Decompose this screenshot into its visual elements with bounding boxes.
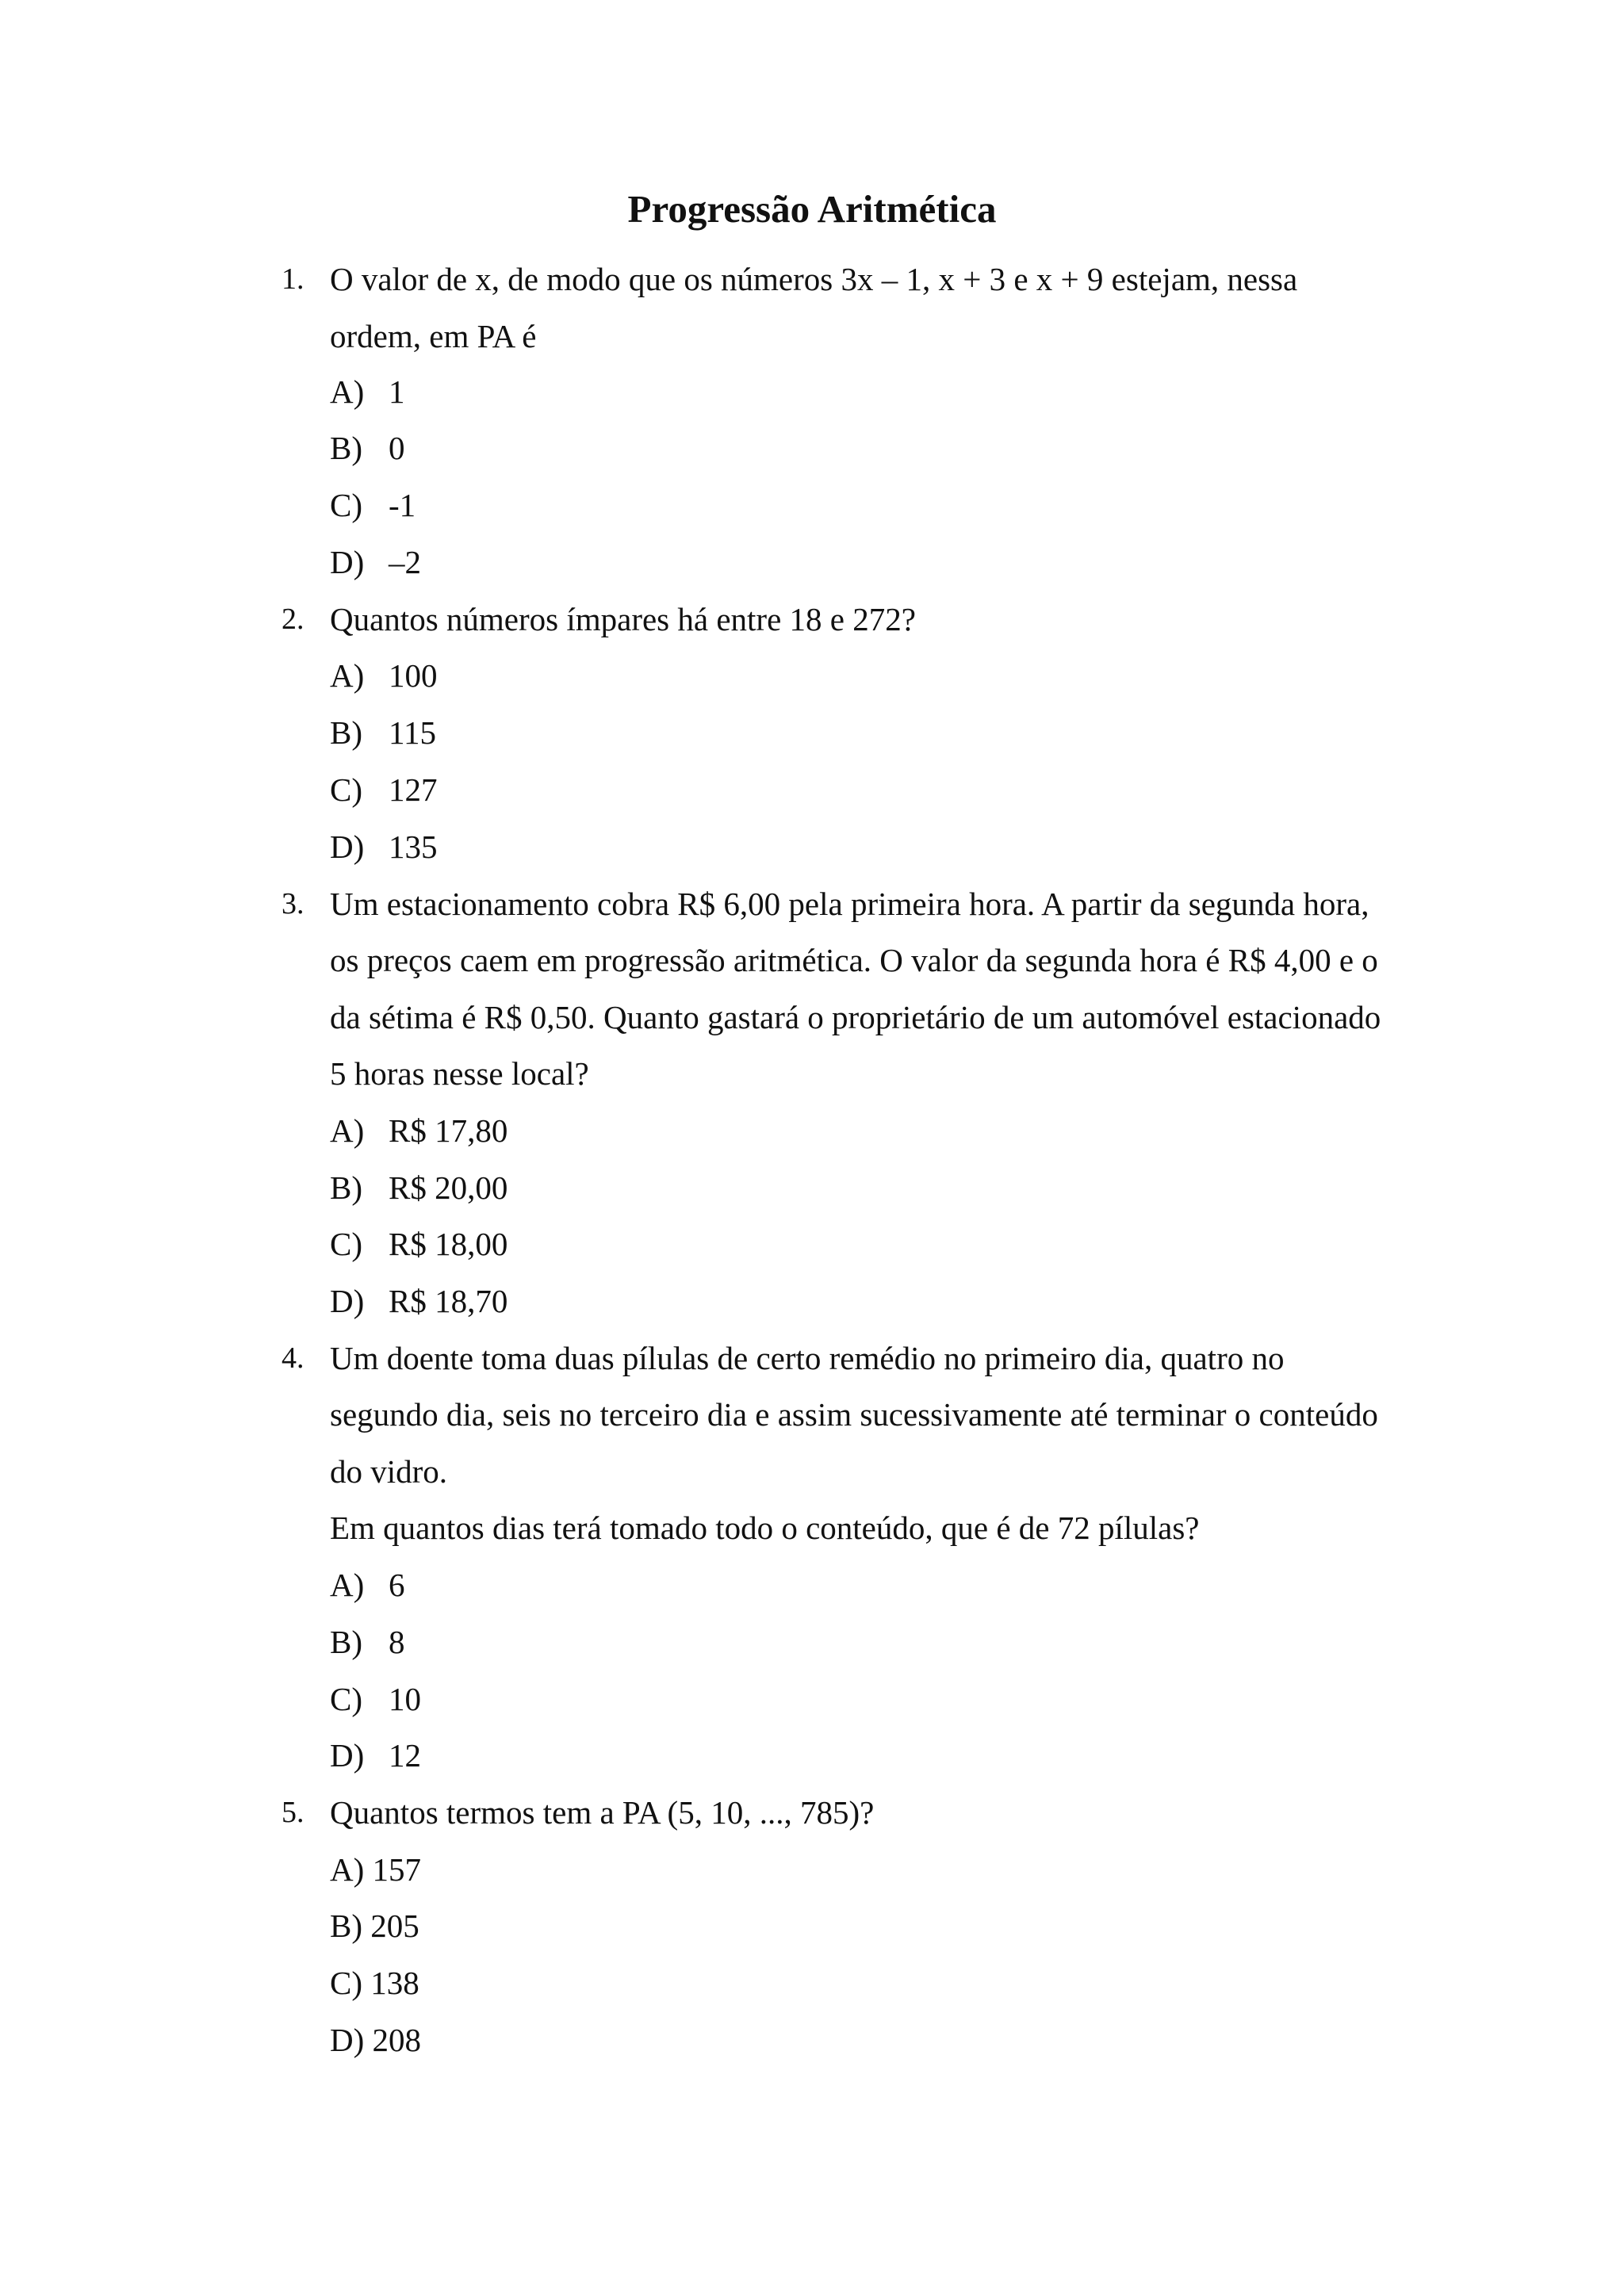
question-4-option-b (330, 1620, 405, 1664)
question-5-option-a (330, 1847, 421, 1892)
option-letter: B) (330, 1624, 362, 1660)
option-value: R$ 20,00 (389, 1169, 508, 1206)
page-title: Progressão Aritmética (627, 187, 997, 231)
option-letter: C) (330, 487, 362, 523)
option-letter: A) (330, 1851, 365, 1888)
option-value: 205 (370, 1908, 419, 1944)
question-5-text-line-1: Quantos termos tem a PA (5, 10, ..., 785)? (330, 1794, 875, 1831)
question-3-option-c (330, 1222, 508, 1266)
option-value: –2 (389, 544, 421, 580)
option-value: R$ 18,70 (389, 1283, 508, 1319)
question-2-number: 2. (282, 603, 304, 636)
question-2-option-d (330, 825, 438, 869)
question-1-option-a (330, 369, 405, 414)
question-5-option-d (330, 2018, 421, 2062)
option-letter: C) (330, 1681, 362, 1717)
option-letter: B) (330, 1908, 362, 1944)
question-5-option-b (330, 1904, 419, 1948)
option-letter: D) (330, 1737, 365, 1774)
question-5-number: 5. (282, 1796, 304, 1829)
option-value: 12 (389, 1737, 421, 1774)
option-value: 208 (372, 2022, 422, 2058)
question-4-option-c (330, 1677, 421, 1721)
option-letter: C) (330, 1965, 362, 2001)
option-value: 100 (389, 657, 438, 694)
option-value: 138 (370, 1965, 419, 2001)
question-4-option-a (330, 1563, 405, 1607)
question-3-number: 3. (282, 887, 304, 920)
question-4-text-line-1: Um doente toma duas pílulas de certo remédio no primeiro dia, quatro no (330, 1340, 1285, 1376)
option-letter: D) (330, 1283, 365, 1319)
question-4-text-line-4: Em quantos dias terá tomado todo o conteúdo, que é de 72 pílulas? (330, 1510, 1200, 1546)
option-value: R$ 18,00 (389, 1226, 508, 1262)
option-value: 115 (389, 714, 436, 751)
option-letter: A) (330, 373, 365, 410)
question-3-text-line-1: Um estacionamento cobra R$ 6,00 pela primeira hora. A partir da segunda hora, (330, 886, 1369, 922)
option-letter: A) (330, 657, 365, 694)
question-3-text-line-3: da sétima é R$ 0,50. Quanto gastará o proprietário de um automóvel estacionado (330, 999, 1381, 1035)
question-2-option-c (330, 767, 438, 812)
question-5-option-c (330, 1961, 419, 2005)
option-value: 1 (389, 373, 405, 410)
question-4-text-line-3: do vidro. (330, 1453, 448, 1490)
question-2-text-line-1: Quantos números ímpares há entre 18 e 272? (330, 601, 916, 637)
option-letter: D) (330, 828, 365, 865)
option-letter: B) (330, 1169, 362, 1206)
option-value: 0 (389, 430, 405, 466)
question-3-text-line-4: 5 horas nesse local? (330, 1055, 589, 1092)
option-letter: C) (330, 771, 362, 808)
option-letter: A) (330, 1112, 365, 1149)
question-1-option-c (330, 483, 416, 527)
option-letter: C) (330, 1226, 362, 1262)
option-letter: D) (330, 2022, 365, 2058)
option-letter: A) (330, 1567, 365, 1603)
option-letter: D) (330, 544, 365, 580)
question-3-text-line-2: os preços caem em progressão aritmética. O valor da segunda hora é R$ 4,00 e o (330, 942, 1378, 978)
question-4-text-line-2: segundo dia, seis no terceiro dia e assim sucessivamente até terminar o conteúdo (330, 1396, 1378, 1433)
question-3-option-a (330, 1108, 508, 1153)
question-1-option-b (330, 426, 405, 470)
question-4-number: 4. (282, 1341, 304, 1375)
option-letter: B) (330, 430, 362, 466)
option-value: R$ 17,80 (389, 1112, 508, 1149)
option-value: 6 (389, 1567, 405, 1603)
option-letter: B) (330, 714, 362, 751)
question-1-text-line-2: ordem, em PA é (330, 318, 537, 354)
question-3-option-d (330, 1279, 508, 1323)
question-1-text-line-1: O valor de x, de modo que os números 3x – 1, x + 3 e x + 9 estejam, nessa (330, 261, 1298, 297)
question-1-option-d (330, 540, 421, 584)
option-value: 135 (389, 828, 438, 865)
option-value: -1 (389, 487, 416, 523)
option-value: 10 (389, 1681, 421, 1717)
option-value: 157 (372, 1851, 422, 1888)
option-value: 8 (389, 1624, 405, 1660)
option-value: 127 (389, 771, 438, 808)
question-4-option-d (330, 1733, 421, 1777)
question-2-option-a (330, 653, 438, 698)
question-1-number: 1. (282, 262, 304, 296)
question-2-option-b (330, 710, 436, 755)
question-3-option-b (330, 1165, 508, 1210)
